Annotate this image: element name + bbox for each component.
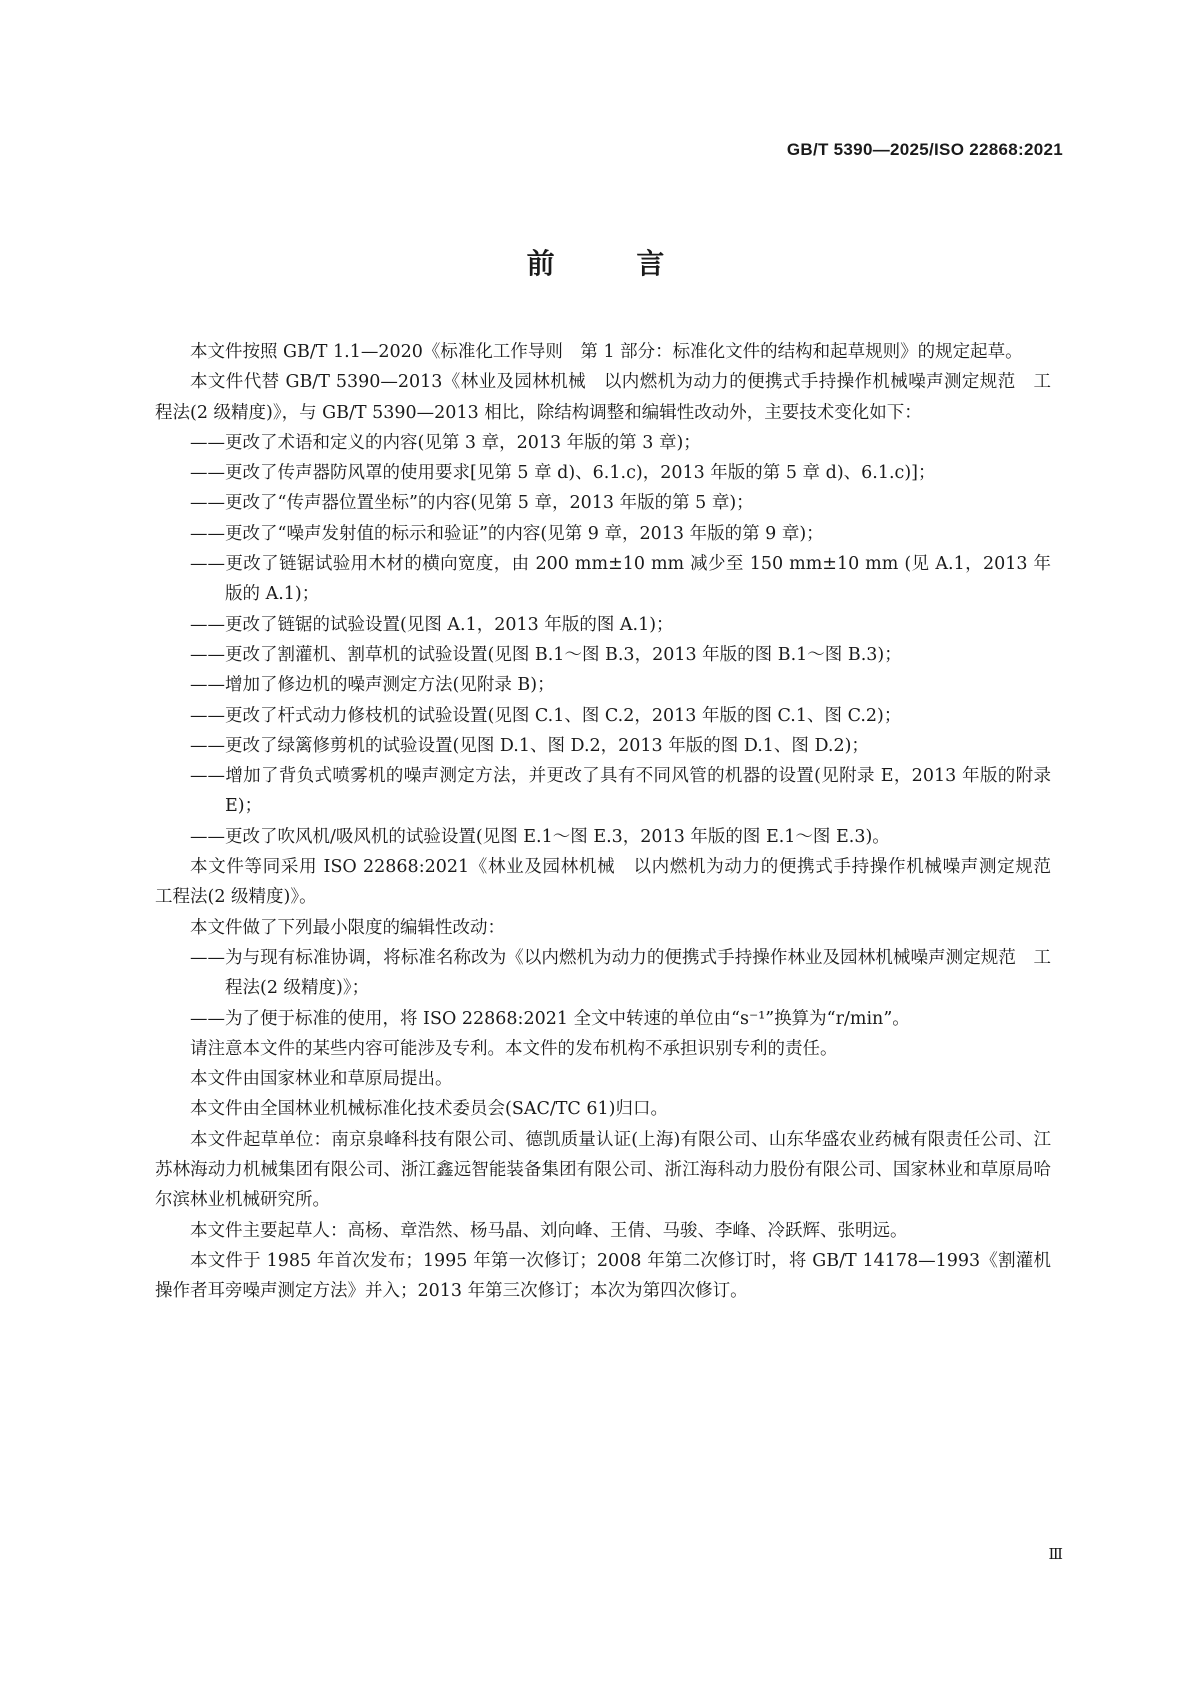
paragraph: 本文件于 1985 年首次发布；1995 年第一次修订；2008 年第二次修订时，将 GB/T 14178—1993《割灌机 操作者耳旁噪声测定方法》并入；2013 年第三次修订；本次为第四次修订。 [155, 1250, 1069, 1302]
paragraph: 请注意本文件的某些内容可能涉及专利。本文件的发布机构不承担识别专利的责任。 [190, 1038, 838, 1059]
list-item: ——更改了链锯试验用木材的横向宽度，由 200 mm±10 mm 减少至 150 mm±10 mm (见 A.1，2013 年版的 A.1)； [190, 554, 1051, 605]
list-item: ——为与现有标准协调，将标准名称改为《以内燃机为动力的便携式手持操作林业及园林机械噪声测定规范 工程法(2 级精度)》； [190, 947, 1051, 999]
list-item: ——更改了割灌机、割草机的试验设置(见图 B.1～图 B.3，2013 年版的图 B.1～图 B.3)； [190, 644, 902, 665]
paragraph: 本文件起草单位：南京泉峰科技有限公司、德凯质量认证(上海)有限公司、山东华盛农业药械有限责任公司、江苏林海动力机械集团有限公司、浙江鑫远智能装备集团有限公司、浙江海科动力股份有限公司、国家林业和草原局哈尔滨林业机械研究所。 [155, 1129, 1051, 1211]
list-item: ——更改了“噪声发射值的标示和验证”的内容(见第 9 章，2013 年版的第 9 章)； [190, 523, 824, 544]
list-item: ——更改了杆式动力修枝机的试验设置(见图 C.1、图 C.2，2013 年版的图 C.1、图 C.2)； [190, 705, 902, 726]
list-item: ——为了便于标准的使用，将 ISO 22868:2021 全文中转速的单位由“s⁻¹”换算为“r/min”。 [190, 1008, 910, 1029]
paragraph: 本文件主要起草人：高杨、章浩然、杨马晶、刘向峰、王倩、马骏、李峰、冷跃辉、张明远。 [190, 1220, 908, 1241]
list-item: ——更改了绿篱修剪机的试验设置(见图 D.1、图 D.2，2013 年版的图 D.1、图 D.2)； [190, 735, 869, 756]
paragraph: 本文件等同采用 ISO 22868:2021《林业及园林机械 以内燃机为动力的便携式手持操作机械噪声测定规范 工程法(2 级精度)》。 [155, 857, 1069, 908]
document-code: GB/T 5390—2025/ISO 22868:2021 [786, 140, 1063, 159]
paragraph: 本文件按照 GB/T 1.1—2020《标准化工作导则 第 1 部分：标准化文件的结构和起草规则》的规定起草。 [190, 342, 1023, 362]
paragraph: 本文件由全国林业机械标准化技术委员会(SAC/TC 61)归口。 [190, 1099, 668, 1120]
list-item: ——更改了链锯的试验设置(见图 A.1，2013 年版的图 A.1)； [190, 614, 674, 635]
preface-body [155, 337, 1069, 1307]
paragraph: 本文件由国家林业和草原局提出。 [190, 1069, 453, 1090]
page-title: 前 言 [526, 247, 701, 280]
list-item: ——更改了传声器防风罩的使用要求[见第 5 章 d)、6.1.c)，2013 年版的第 5 章 d)、6.1.c)]； [190, 463, 936, 484]
list-item: ——增加了修边机的噪声测定方法(见附录 B)； [190, 675, 555, 696]
list-item: ——增加了背负式喷雾机的噪声测定方法，并更改了具有不同风管的机器的设置(见附录 E，2013 年版的附录 E)； [190, 766, 1051, 817]
list-item: ——更改了吹风机/吸风机的试验设置(见图 E.1～图 E.3，2013 年版的图 E.1～图 E.3)。 [190, 826, 890, 847]
paragraph: 本文件代替 GB/T 5390—2013《林业及园林机械 以内燃机为动力的便携式手持操作机械噪声测定规范 工程法(2 级精度)》，与 GB/T 5390—2013 相比，除结构调整和编辑性改动外，主要技术变化如下： [155, 372, 1051, 423]
paragraph: 本文件做了下列最小限度的编辑性改动： [190, 917, 505, 938]
page-number: Ⅲ [1048, 1545, 1063, 1563]
list-item: ——更改了术语和定义的内容(见第 3 章，2013 年版的第 3 章)； [190, 432, 701, 453]
list-item: ——更改了“传声器位置坐标”的内容(见第 5 章，2013 年版的第 5 章)； [190, 493, 754, 514]
